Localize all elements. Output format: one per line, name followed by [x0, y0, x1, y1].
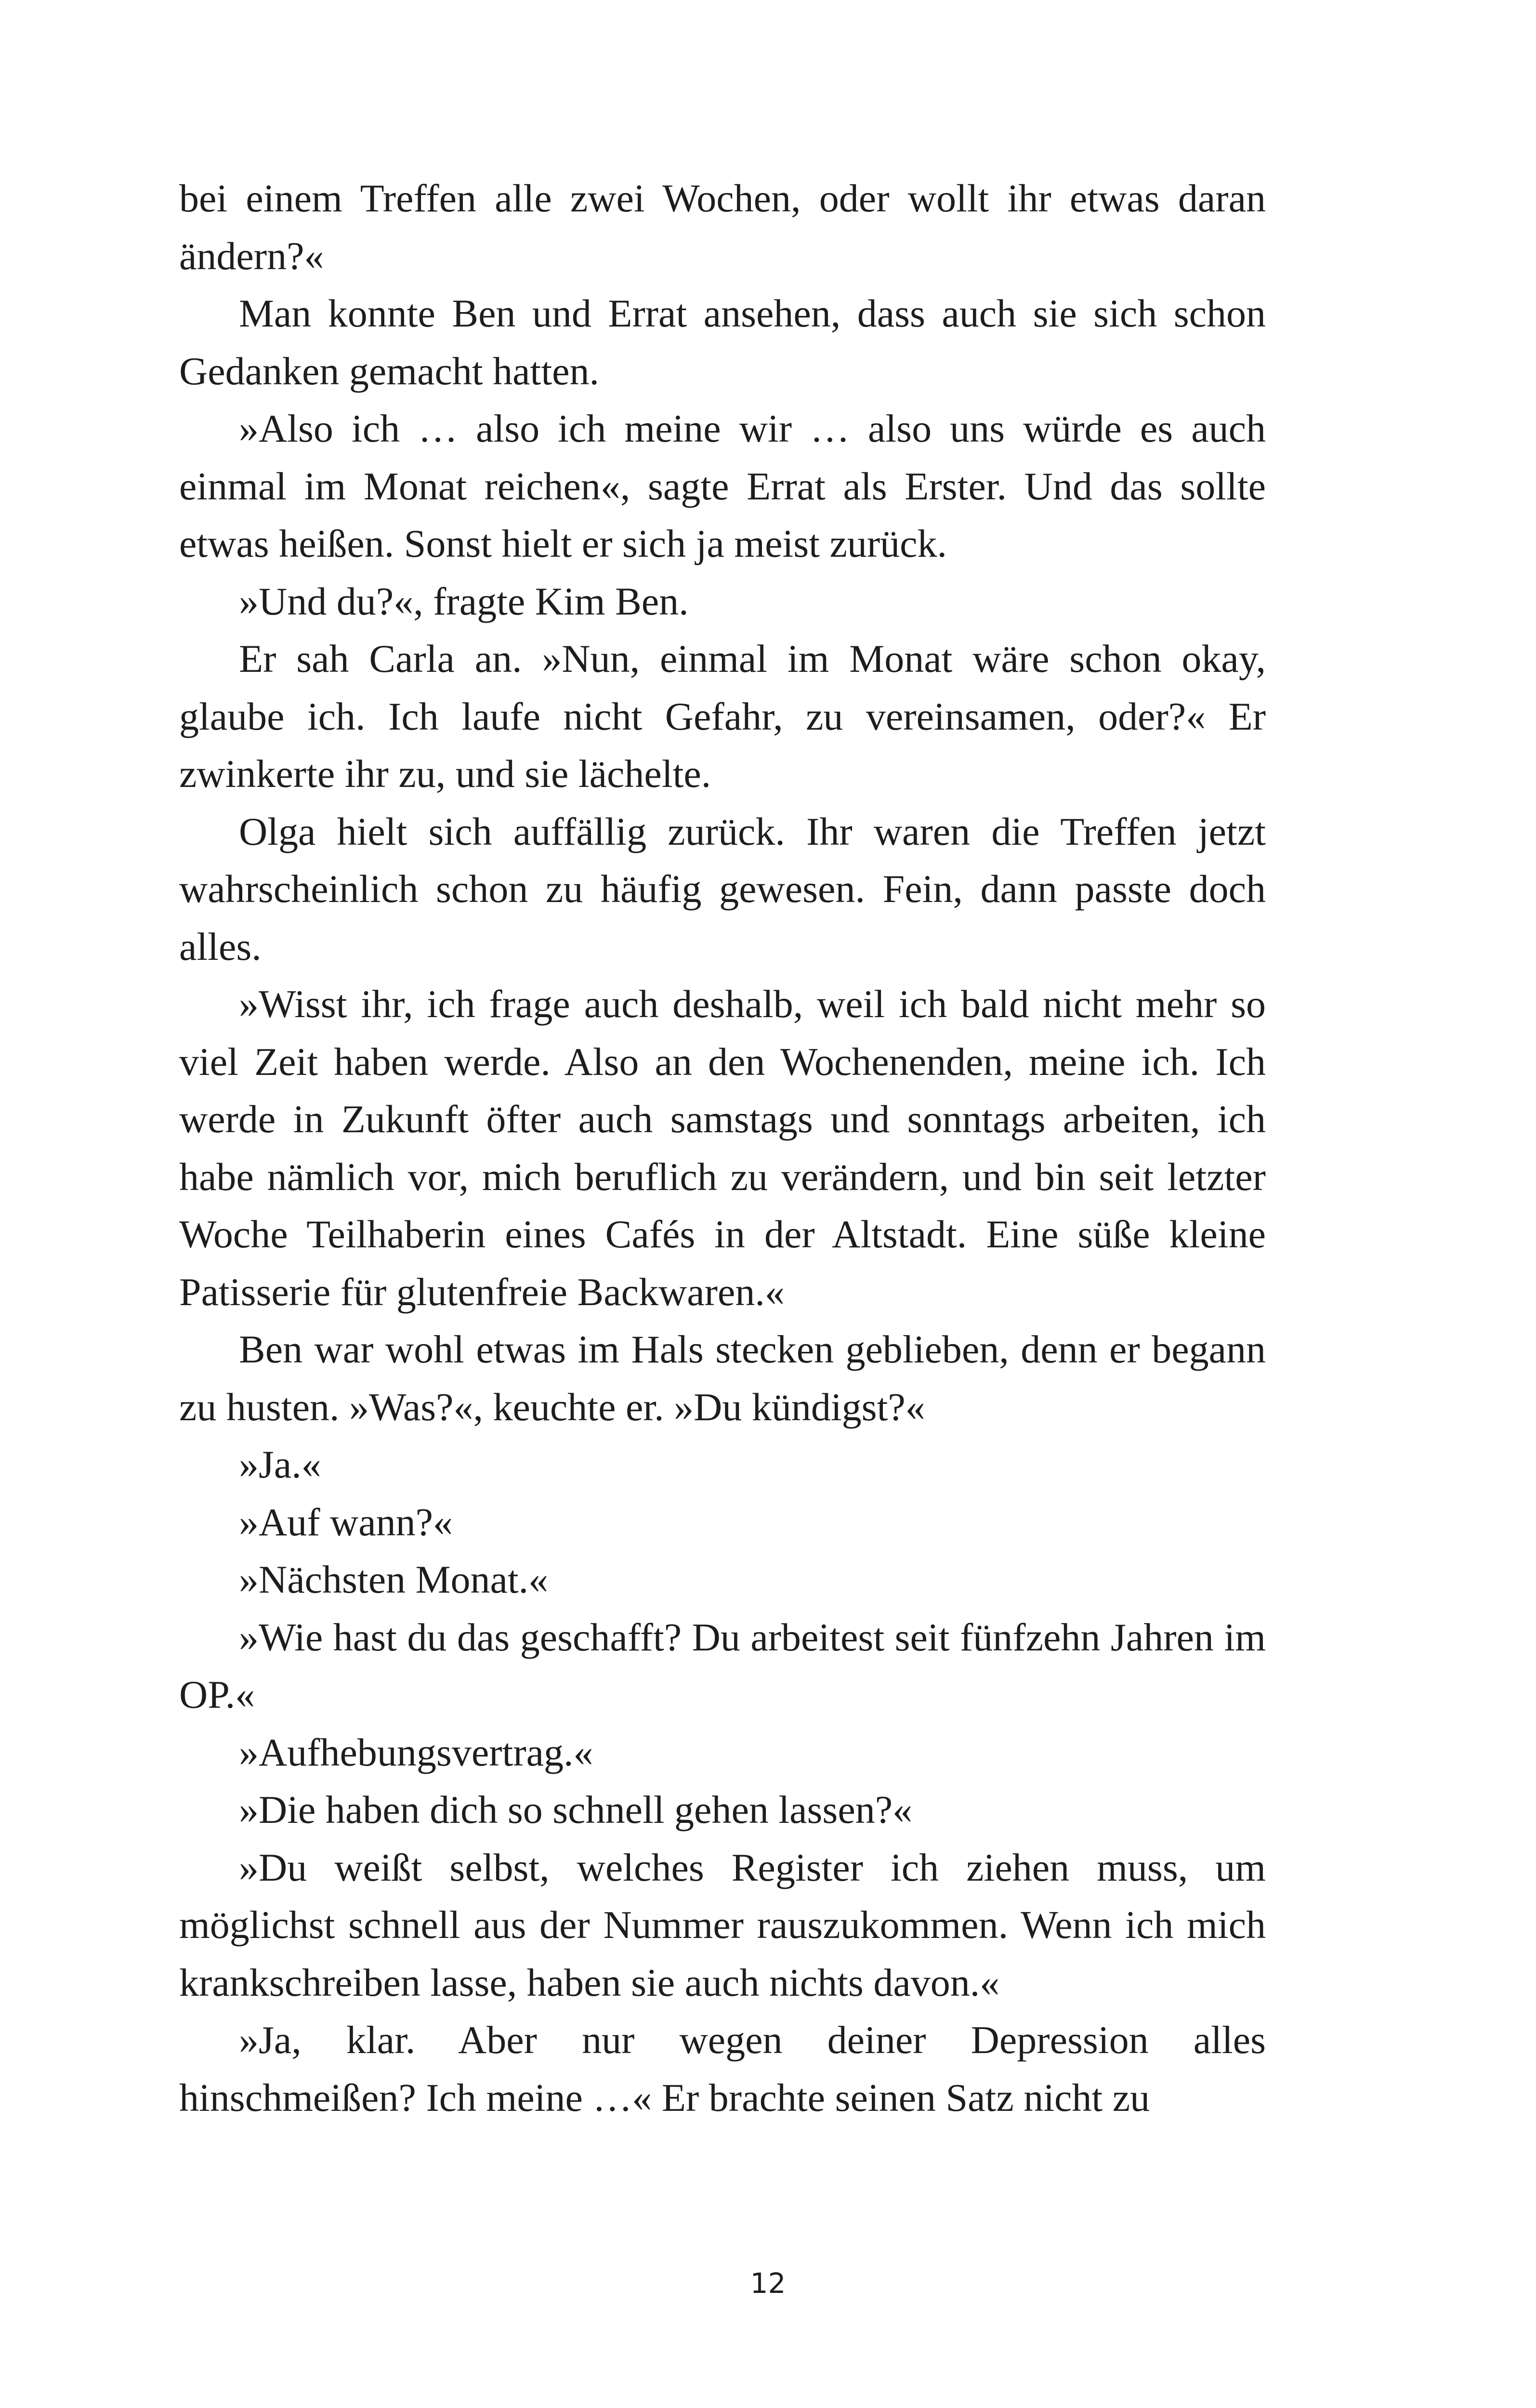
- paragraph: »Wisst ihr, ich frage auch deshalb, weil ich bald nicht mehr so viel Zeit haben werde. Also an den Wochenenden, meine ich. Ich werde in Zukunft öfter auch samstags und sonntags arbeiten, ich habe nämlich vor, mich beruflich zu verändern, und bin seit letzter Woche Teilhaberin eines Cafés in der Altstadt. Eine süße kleine Patisserie für glutenfreie Backwaren.«: [179, 982, 1266, 1314]
- paragraph: Olga hielt sich auffällig zurück. Ihr waren die Treffen jetzt wahrscheinlich schon zu häufig gewesen. Fein, dann passte doch alles.: [179, 809, 1266, 968]
- paragraph: »Die haben dich so schnell gehen lassen?«: [239, 1788, 913, 1832]
- body-text: [179, 170, 1266, 2126]
- page-number: 12: [750, 2267, 786, 2300]
- paragraph: »Ja, klar. Aber nur wegen deiner Depression alles hinschmeißen? Ich meine …« Er brachte seinen Satz nicht zu: [179, 2018, 1266, 2120]
- paragraph: »Wie hast du das geschafft? Du arbeitest seit fünfzehn Jahren im OP.«: [179, 1615, 1266, 1716]
- paragraph: Ben war wohl etwas im Hals stecken geblieben, denn er begann zu husten. »Was?«, keuchte er. »Du kündigst?«: [179, 1327, 1266, 1429]
- paragraph: »Also ich … also ich meine wir … also uns würde es auch einmal im Monat reichen«, sagte Errat als Erster. Und das sollte etwas heißen. Sonst hielt er sich ja meist zurück.: [179, 406, 1266, 565]
- paragraph: »Und du?«, fragte Kim Ben.: [239, 579, 689, 623]
- paragraph: bei einem Treffen alle zwei Wochen, oder wollt ihr etwas daran ändern?«: [179, 176, 1266, 278]
- paragraph: Er sah Carla an. »Nun, einmal im Monat wäre schon okay, glaube ich. Ich laufe nicht Gefahr, zu vereinsamen, oder?« Er zwinkerte ihr zu, und sie lächelte.: [179, 637, 1266, 796]
- paragraph: »Auf wann?«: [239, 1500, 453, 1544]
- paragraph: Man konnte Ben und Errat ansehen, dass auch sie sich schon Gedanken gemacht hatten.: [179, 291, 1266, 393]
- paragraph: »Nächsten Monat.«: [239, 1557, 549, 1601]
- paragraph: »Aufhebungsvertrag.«: [239, 1730, 593, 1774]
- paragraph: »Ja.«: [239, 1442, 321, 1486]
- paragraph: »Du weißt selbst, welches Register ich ziehen muss, um möglichst schnell aus der Nummer rauszukommen. Wenn ich mich krankschreiben lasse, haben sie auch nichts davon.«: [179, 1845, 1266, 2004]
